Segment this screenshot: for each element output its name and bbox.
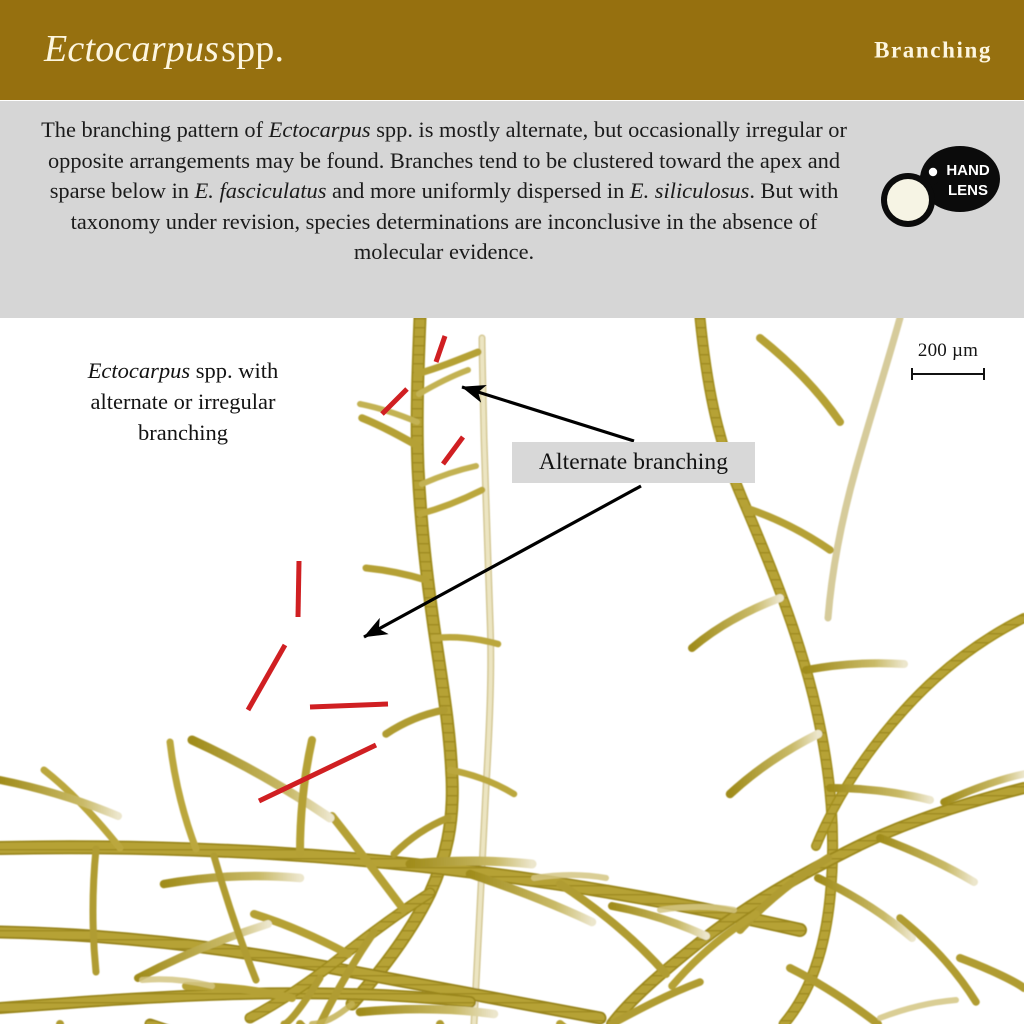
caption-line3: branching — [138, 420, 228, 446]
hand-lens-pivot-icon — [929, 168, 937, 176]
description-text: The branching pattern of Ectocarpus spp. is mostly alternate, but occasionally irregular or opposite arrangements may be found. Branches tend to be clustered toward the apex and sparse below in E. fasciculatus and more uniformly dispersed in E. siliculosus. But with taxonomy under revision, species determinations are inconclusive in the absence of molecular evidence. — [41, 117, 847, 265]
header-section-label: Branching — [874, 37, 992, 63]
scale-bar — [900, 341, 996, 380]
scale-bar-cap-right — [983, 368, 985, 380]
annotation-label-box — [512, 442, 755, 483]
title-epithet: spp. — [221, 28, 285, 71]
header-band — [0, 0, 1024, 100]
hand-lens-glass-icon — [887, 179, 929, 221]
page-title — [44, 27, 284, 71]
scale-bar-label: 200 µm — [917, 340, 979, 361]
caption-genus: Ectocarpus — [87, 358, 191, 383]
figure-caption — [52, 355, 314, 448]
scale-bar-rule — [911, 368, 985, 380]
caption-line2: alternate or irregular — [90, 389, 276, 415]
scale-bar-line — [911, 373, 985, 375]
caption-line1-tail: spp. with — [195, 358, 279, 383]
hand-lens-line2: LENS — [947, 182, 989, 199]
description-band — [0, 101, 1024, 318]
title-genus: Ectocarpus — [44, 28, 220, 71]
hand-lens-line1: HAND — [946, 162, 990, 179]
hand-lens-badge — [876, 135, 1006, 235]
annotation-label-text: Alternate branching — [538, 449, 729, 475]
